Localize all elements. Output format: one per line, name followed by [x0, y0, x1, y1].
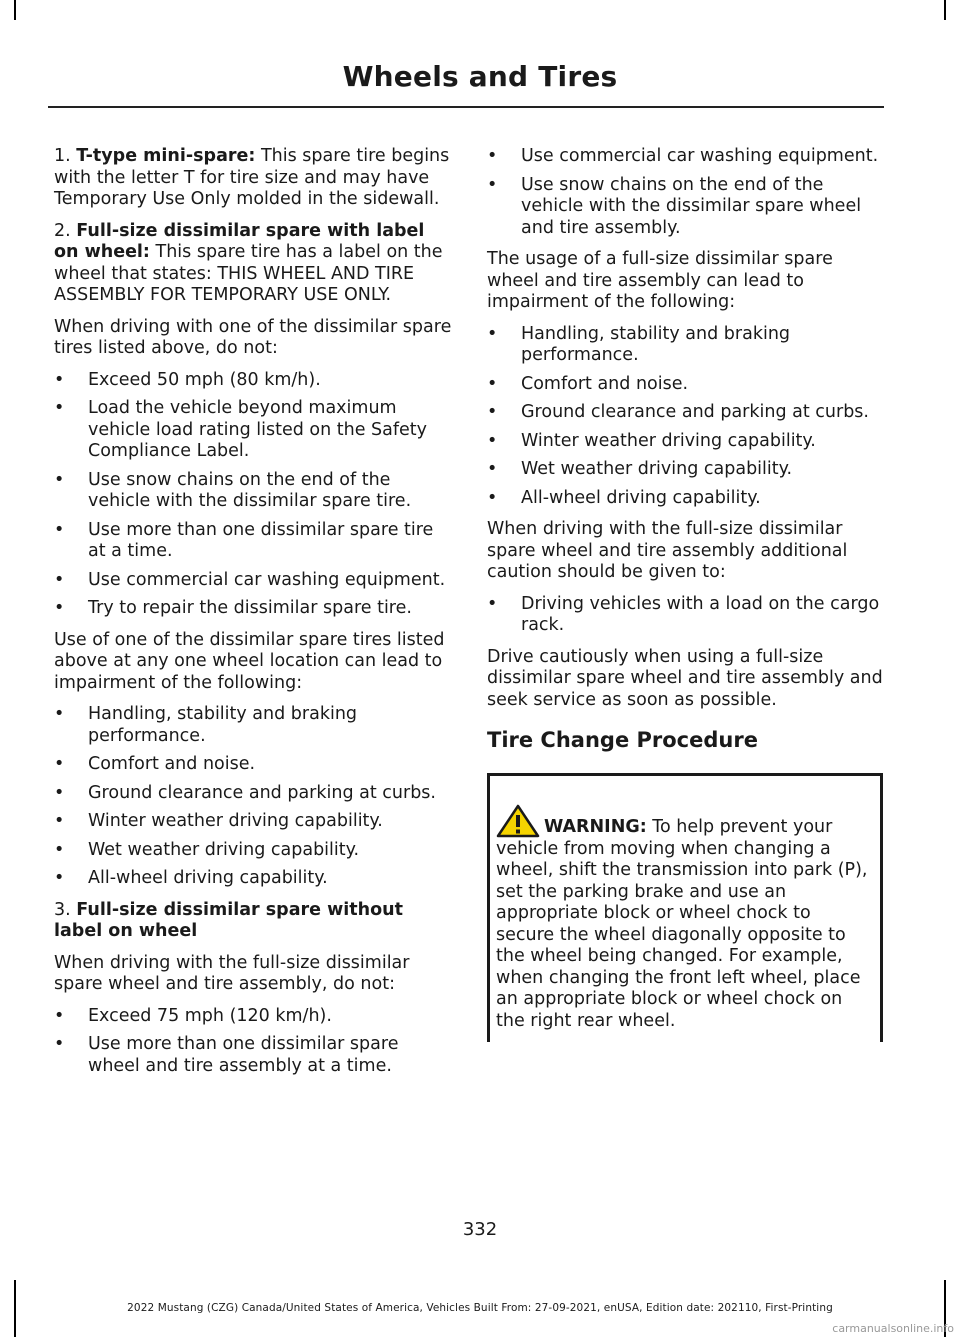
- list-item: • Wet weather driving capability.: [487, 459, 793, 479]
- usage-list: [487, 324, 883, 510]
- usage-intro: The usage of a full-size dissimilar spare wheel and tire assembly can lead to impairment of the following:: [487, 249, 833, 312]
- page-number: 332: [462, 1219, 498, 1240]
- spare-type-3: 3. Full-size dissimilar spare without label on wheel: [54, 899, 403, 941]
- list-item: • Comfort and noise.: [54, 754, 256, 774]
- warning-box: [487, 773, 883, 1042]
- list-item: • Use snow chains on the end of the vehicle with the dissimilar spare tire.: [54, 469, 412, 511]
- list-item: • Comfort and noise.: [487, 373, 689, 394]
- watermark: carmanualsonline.info: [832, 1322, 954, 1335]
- fullsize-intro: When driving with the full-size dissimilar spare wheel and tire assembly, do not:: [54, 952, 410, 994]
- section-heading: Tire Change Procedure: [487, 728, 758, 752]
- list-item: • Winter weather driving capability.: [487, 430, 816, 451]
- list-item: • All-wheel driving capability.: [487, 487, 761, 508]
- crop-mark-top-right: [944, 0, 946, 20]
- drive-cautiously-text: Drive cautiously when using a full-size dissimilar spare wheel and tire assembly and seek service as soon as possible.: [487, 646, 883, 710]
- spare-type-1-label: T-type mini-spare:: [76, 146, 256, 166]
- header-divider: [48, 106, 884, 108]
- list-item: • Exceed 50 mph (80 km/h).: [54, 369, 321, 390]
- page-title: Wheels and Tires: [342, 60, 618, 93]
- list-item: • All-wheel driving capability.: [54, 868, 328, 888]
- warning-body: To help prevent your vehicle from moving when changing a wheel, shift the transmission into park (P), set the parking brake and use an appropriate block or wheel chock to secure the wheel diagonally opposite to the wheel being changed. For example, when changing the front left wheel, place an appropriate block or wheel chock on the right rear wheel.: [496, 817, 868, 1031]
- do-not-intro: When driving with one of the dissimilar spare tires listed above, do not:: [54, 316, 452, 358]
- spare-type-2-text: This spare tire has a label on the wheel that states: THIS WHEEL AND TIRE ASSEMBLY FOR TEMPORARY USE ONLY.: [54, 242, 443, 305]
- list-item: • Use commercial car washing equipment.: [54, 569, 446, 590]
- list-item: • Try to repair the dissimilar spare tire.: [54, 598, 412, 618]
- list-item: • Use more than one dissimilar spare wheel and tire assembly at a time.: [54, 1034, 399, 1076]
- spare-type-2: 2. Full-size dissimilar spare with label on wheel: This spare tire has a label on the wheel that states: THIS WHEEL AND TIRE ASSEMBLY FOR TEMPORARY USE ONLY.: [54, 220, 443, 305]
- list-item: • Wet weather driving capability.: [54, 839, 360, 860]
- list-item: • Use more than one dissimilar spare tire at a time.: [54, 519, 434, 561]
- left-column: [54, 146, 452, 1087]
- spare-type-1: 1. T-type mini-spare: This spare tire begins with the letter T for tire size and may have Temporary Use Only molded in the sidewall.: [54, 146, 450, 209]
- caution-intro: When driving with the full-size dissimilar spare wheel and tire assembly additional caution should be given to:: [487, 519, 848, 582]
- list-item: • Ground clearance and parking at curbs.: [487, 402, 869, 422]
- list-item: • Use commercial car washing equipment.: [487, 146, 879, 166]
- warning-text: [496, 804, 874, 1032]
- edition-footer: 2022 Mustang (CZG) Canada/United States of America, Vehicles Built From: 27-09-2021, enUSA, Edition date: 202110, First-Printing: [127, 1302, 833, 1314]
- warning-label: WARNING:: [544, 817, 647, 837]
- list-item: • Use snow chains on the end of the vehicle with the dissimilar spare wheel and tire assembly.: [487, 174, 862, 238]
- spare-type-2-label: Full-size dissimilar spare with label on wheel:: [54, 220, 425, 262]
- list-item: • Driving vehicles with a load on the cargo rack.: [487, 593, 880, 635]
- crop-mark-top-left: [14, 0, 16, 20]
- list-item: • Handling, stability and braking performance.: [54, 704, 358, 746]
- continued-list: [487, 146, 883, 239]
- list-item: • Exceed 75 mph (120 km/h).: [54, 1005, 332, 1026]
- list-item: • Handling, stability and braking performance.: [487, 323, 791, 365]
- right-column: [487, 146, 883, 1042]
- spare-type-1-text: This spare tire begins with the letter T for tire size and may have Temporary Use Only molded in the sidewall.: [54, 146, 450, 209]
- spare-type-3-label: Full-size dissimilar spare without label on wheel: [54, 899, 403, 941]
- list-item: • Ground clearance and parking at curbs.: [54, 782, 436, 803]
- do-not-list: [54, 370, 452, 620]
- impairment-intro: Use of one of the dissimilar spare tires listed above at any one wheel location can lead to impairment of the following:: [54, 629, 445, 693]
- fullsize-list: [54, 1006, 452, 1078]
- list-item: • Load the vehicle beyond maximum vehicle load rating listed on the Safety Compliance Label.: [54, 398, 428, 461]
- caution-list: [487, 594, 883, 637]
- warning-triangle-icon: [496, 804, 540, 838]
- impairment-list: [54, 704, 452, 890]
- list-item: • Winter weather driving capability.: [54, 811, 383, 831]
